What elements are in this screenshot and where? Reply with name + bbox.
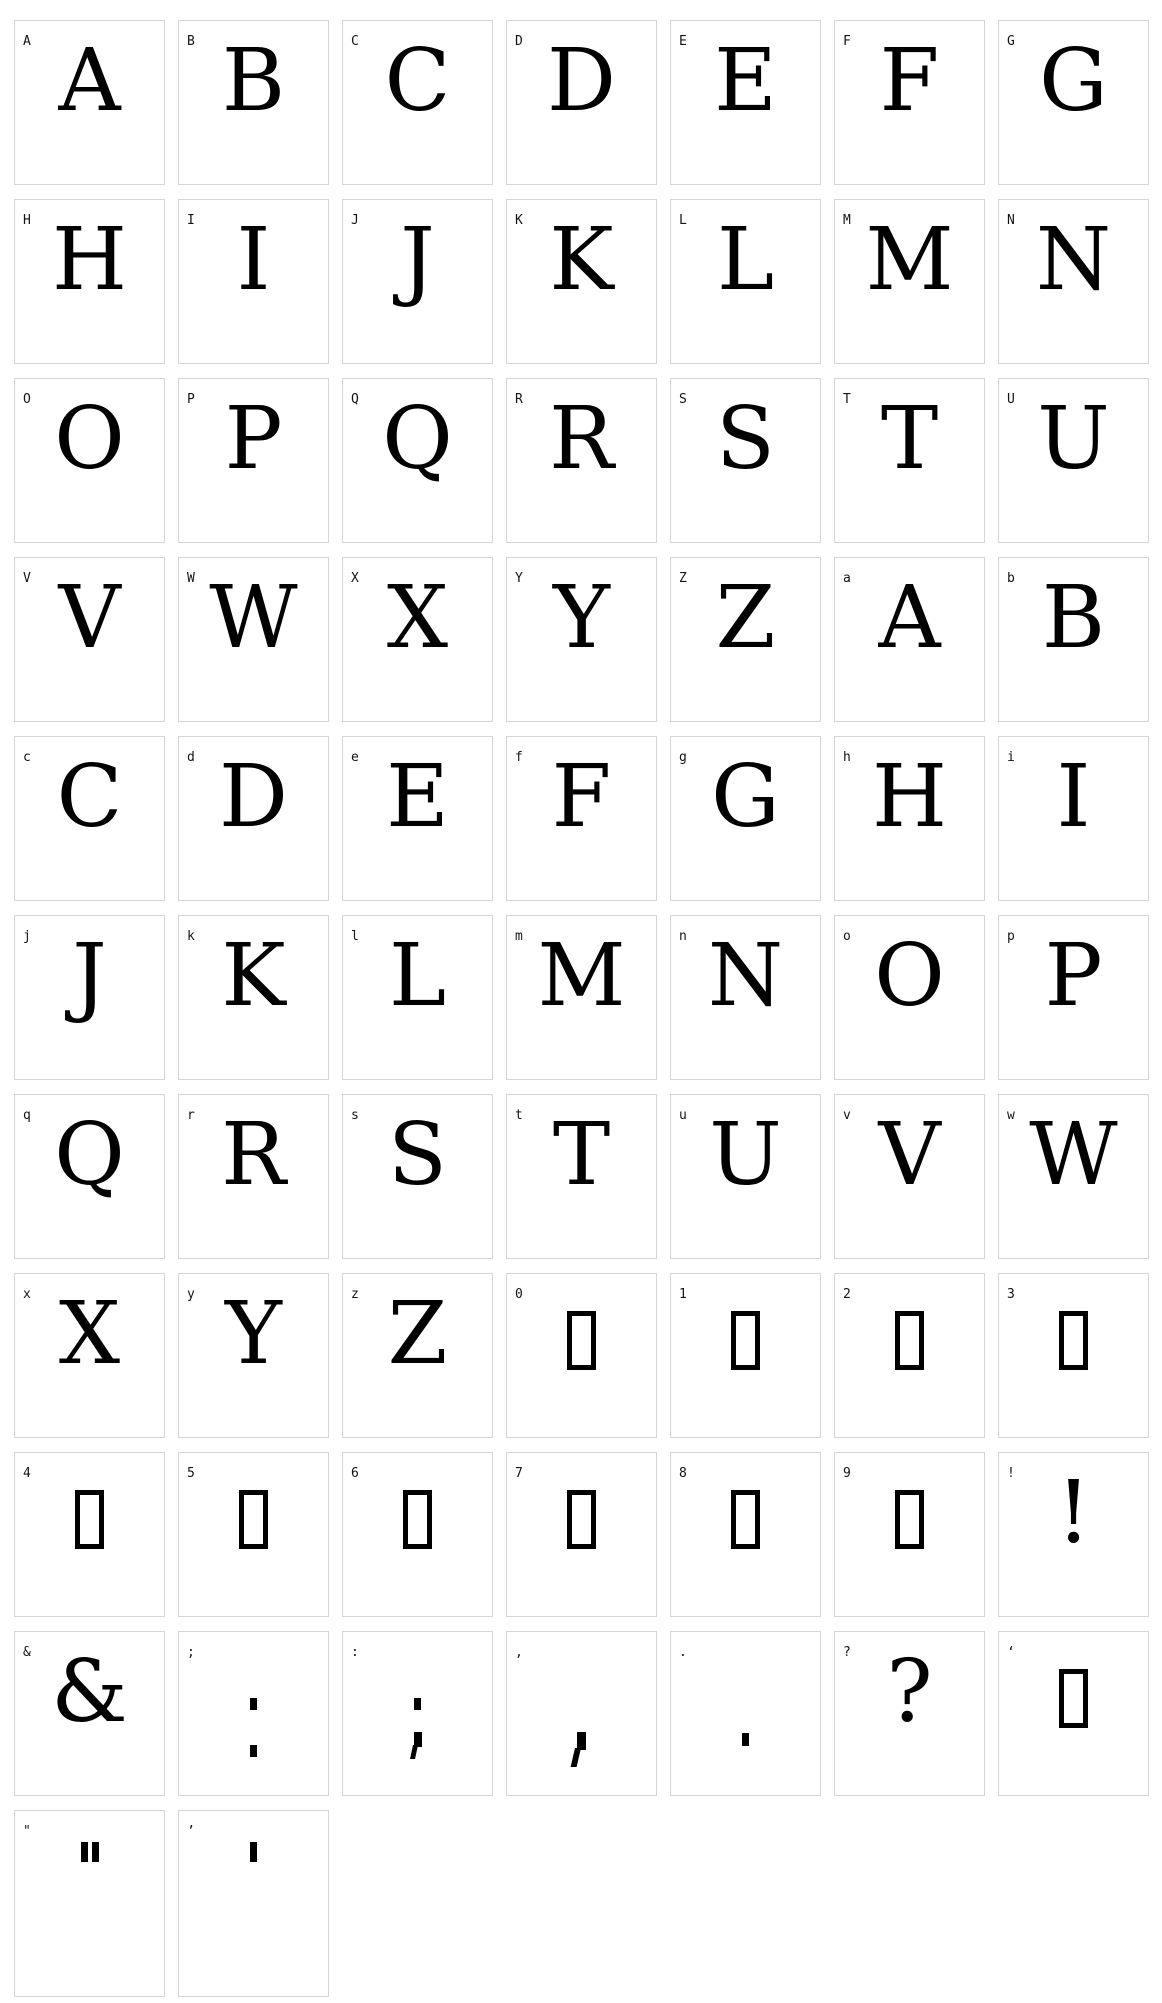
cell-label: . (679, 1645, 687, 1660)
glyph-letter: J (72, 926, 107, 1026)
glyph-letter: H (52, 210, 127, 310)
glyph-cell (14, 20, 165, 185)
cell-label: : (351, 1645, 359, 1660)
cell-label: ? (843, 1645, 851, 1660)
glyph-cell (342, 557, 493, 722)
missing-glyph-box (895, 1311, 924, 1370)
cell-label: I (187, 213, 195, 228)
glyph-colon (179, 1632, 328, 1795)
glyph-letter: Y (225, 1284, 282, 1384)
glyph-cell (506, 1631, 657, 1796)
glyph-letter: M (537, 926, 626, 1026)
cell-label: J (351, 213, 359, 228)
glyph-cell (178, 199, 329, 364)
glyph-letter (671, 1095, 820, 1258)
glyph-comma (507, 1632, 656, 1795)
glyph-letter (343, 1095, 492, 1258)
glyph-cell (342, 1631, 493, 1796)
glyph-letter: C (384, 31, 451, 131)
glyph-cell (178, 20, 329, 185)
grid-row (14, 199, 1162, 364)
cell-label: 4 (23, 1466, 31, 1481)
glyph-letter: D (547, 31, 616, 131)
glyph-letter (15, 1632, 164, 1795)
glyph-notdef (671, 1453, 820, 1616)
glyph-letter: A (878, 568, 941, 668)
glyph-letter (507, 1095, 656, 1258)
glyph-notdef (835, 1274, 984, 1437)
cell-label: ; (187, 1645, 195, 1660)
cell-label: F (843, 34, 851, 49)
cell-label: Y (515, 571, 523, 586)
glyph-letter: J (400, 210, 435, 310)
glyph-letter: W (209, 568, 298, 668)
glyph-letter (343, 916, 492, 1079)
glyph-notdef (179, 1453, 328, 1616)
glyph-cell (670, 1452, 821, 1617)
glyph-letter: R (549, 389, 614, 489)
missing-glyph-box (731, 1311, 760, 1370)
glyph-letter (15, 379, 164, 542)
cell-label: j (23, 929, 31, 944)
cell-label: G (1007, 34, 1015, 49)
cell-label: W (187, 571, 195, 586)
glyph-letter (835, 916, 984, 1079)
glyph-letter (179, 737, 328, 900)
glyph-letter (507, 200, 656, 363)
glyph-letter (835, 1632, 984, 1795)
cell-label: a (843, 571, 851, 586)
glyph-letter (671, 916, 820, 1079)
glyph-cell (506, 20, 657, 185)
glyph-letter: G (1039, 31, 1108, 131)
glyph-letter (671, 558, 820, 721)
cell-label: K (515, 213, 523, 228)
glyph-cell (670, 1273, 821, 1438)
glyph-letter (179, 916, 328, 1079)
glyph-letter: & (51, 1642, 128, 1742)
glyph-cell (670, 20, 821, 185)
glyph-letter (507, 379, 656, 542)
glyph-notdef (999, 1632, 1148, 1795)
glyph-letter: K (549, 210, 614, 310)
cell-label: d (187, 750, 195, 765)
glyph-letter (835, 379, 984, 542)
grid-row (14, 20, 1162, 185)
glyph-cell (834, 199, 985, 364)
glyph-letter (999, 916, 1148, 1079)
glyph-letter (15, 21, 164, 184)
glyph-cell (834, 736, 985, 901)
missing-glyph-box (239, 1490, 268, 1549)
glyph-letter (179, 200, 328, 363)
glyph-letter: P (224, 389, 283, 489)
glyph-cell (670, 1631, 821, 1796)
glyph-letter: A (58, 31, 121, 131)
cell-label: q (23, 1108, 31, 1123)
glyph-letter (507, 916, 656, 1079)
grid-row (14, 1631, 1162, 1796)
missing-glyph-box (403, 1490, 432, 1549)
glyph-letter: N (707, 926, 784, 1026)
cell-label: R (515, 392, 523, 407)
glyph-letter: D (219, 747, 288, 847)
missing-glyph-box (567, 1311, 596, 1370)
cell-label: 3 (1007, 1287, 1015, 1302)
glyph-cell (14, 915, 165, 1080)
cell-label: B (187, 34, 195, 49)
glyph-cell (998, 378, 1149, 543)
glyph-notdef (507, 1453, 656, 1616)
cell-label: , (515, 1645, 523, 1660)
glyph-letter: W (1029, 1105, 1118, 1205)
glyph-cell (506, 1273, 657, 1438)
glyph-letter: Q (382, 389, 453, 489)
glyph-cell (998, 1094, 1149, 1259)
glyph-cell (670, 915, 821, 1080)
glyph-cell (998, 1631, 1149, 1796)
glyph-cell (506, 736, 657, 901)
glyph-cell (342, 378, 493, 543)
glyph-cell (998, 1452, 1149, 1617)
glyph-cell (14, 199, 165, 364)
cell-label: p (1007, 929, 1015, 944)
glyph-letter (15, 558, 164, 721)
grid-row (14, 1452, 1162, 1617)
glyph-letter (507, 737, 656, 900)
glyph-letter: N (1035, 210, 1112, 310)
cell-label: & (23, 1645, 31, 1660)
glyph-cell (14, 736, 165, 901)
cell-label: S (679, 392, 687, 407)
cell-label: g (679, 750, 687, 765)
cell-label: x (23, 1287, 31, 1302)
glyph-cell (178, 915, 329, 1080)
cell-label: ! (1007, 1466, 1015, 1481)
glyph-double-bar (15, 1811, 164, 1996)
glyph-letter: M (865, 210, 954, 310)
glyph-notdef (835, 1453, 984, 1616)
glyph-letter (179, 379, 328, 542)
cell-label: N (1007, 213, 1015, 228)
glyph-cell (342, 1273, 493, 1438)
cell-label: Z (679, 571, 687, 586)
glyph-cell (14, 1631, 165, 1796)
glyph-letter: E (386, 747, 449, 847)
glyph-cell (998, 915, 1149, 1080)
glyph-cell (834, 1631, 985, 1796)
glyph-cell (506, 1452, 657, 1617)
cell-label: m (515, 929, 523, 944)
glyph-letter: Z (387, 1284, 448, 1384)
cell-label: " (23, 1824, 31, 1839)
cell-label: r (187, 1108, 195, 1123)
glyph-letter: F (879, 31, 940, 131)
cell-label: u (679, 1108, 687, 1123)
glyph-letter: Y (553, 568, 610, 668)
missing-glyph-box (1059, 1669, 1088, 1728)
cell-label: V (23, 571, 31, 586)
cell-label: 6 (351, 1466, 359, 1481)
glyph-letter (507, 558, 656, 721)
glyph-letter (999, 737, 1148, 900)
grid-row (14, 1810, 1162, 1997)
glyph-letter: ? (886, 1642, 933, 1742)
glyph-letter: K (221, 926, 286, 1026)
glyph-letter: P (1044, 926, 1103, 1026)
glyph-letter: V (878, 1105, 941, 1205)
glyph-cell (670, 378, 821, 543)
glyph-letter: ! (1056, 1463, 1091, 1563)
glyph-cell (14, 1452, 165, 1617)
glyph-cell (506, 557, 657, 722)
cell-label: t (515, 1108, 523, 1123)
glyph-cell (342, 1094, 493, 1259)
glyph-notdef (671, 1274, 820, 1437)
glyph-letter (343, 379, 492, 542)
glyph-letter (835, 1095, 984, 1258)
glyph-cell (14, 378, 165, 543)
glyph-cell (342, 915, 493, 1080)
cell-label: f (515, 750, 523, 765)
cell-label: A (23, 34, 31, 49)
cell-label: 9 (843, 1466, 851, 1481)
cell-label: 5 (187, 1466, 195, 1481)
glyph-notdef (15, 1453, 164, 1616)
glyph-cell (670, 199, 821, 364)
glyph-letter (343, 1274, 492, 1437)
glyph-letter: L (716, 210, 775, 310)
cell-label: 0 (515, 1287, 523, 1302)
grid-row (14, 915, 1162, 1080)
glyph-letter (999, 1095, 1148, 1258)
glyph-cell (834, 1094, 985, 1259)
glyph-letter (999, 1453, 1148, 1616)
cell-label: w (1007, 1108, 1015, 1123)
glyph-cell (670, 557, 821, 722)
cell-label: y (187, 1287, 195, 1302)
grid-row (14, 557, 1162, 722)
missing-glyph-box (567, 1490, 596, 1549)
glyph-letter (343, 558, 492, 721)
glyph-letter (671, 379, 820, 542)
glyph-cell (834, 1452, 985, 1617)
glyph-letter (835, 737, 984, 900)
cell-label: L (679, 213, 687, 228)
glyph-cell (178, 557, 329, 722)
missing-glyph-box (75, 1490, 104, 1549)
grid-row (14, 736, 1162, 901)
glyph-letter: Z (715, 568, 776, 668)
cell-label: D (515, 34, 523, 49)
missing-glyph-box (731, 1490, 760, 1549)
glyph-cell (506, 915, 657, 1080)
glyph-cell (342, 199, 493, 364)
glyph-letter: R (221, 1105, 286, 1205)
glyph-letter: X (58, 1284, 121, 1384)
glyph-letter (343, 737, 492, 900)
glyph-cell (342, 736, 493, 901)
glyph-cell (506, 199, 657, 364)
glyph-semicolon (343, 1632, 492, 1795)
glyph-letter (835, 21, 984, 184)
glyph-cell (178, 1810, 329, 1997)
cell-label: E (679, 34, 687, 49)
glyph-cell (506, 1094, 657, 1259)
glyph-letter: F (551, 747, 612, 847)
cell-label: M (843, 213, 851, 228)
glyph-letter: S (716, 389, 775, 489)
glyph-cell (998, 1273, 1149, 1438)
cell-label: H (23, 213, 31, 228)
glyph-letter: G (711, 747, 780, 847)
cell-label: C (351, 34, 359, 49)
glyph-letter (671, 200, 820, 363)
cell-label: v (843, 1108, 851, 1123)
cell-label: n (679, 929, 687, 944)
glyph-cell (178, 1452, 329, 1617)
glyph-letter: I (1056, 747, 1091, 847)
glyph-cell (834, 20, 985, 185)
glyph-letter (343, 21, 492, 184)
glyph-letter (179, 558, 328, 721)
glyph-cell (14, 1094, 165, 1259)
glyph-cell (998, 20, 1149, 185)
cell-label: T (843, 392, 851, 407)
cell-label: Q (351, 392, 359, 407)
glyph-cell (998, 199, 1149, 364)
glyph-cell (670, 736, 821, 901)
cell-label: z (351, 1287, 359, 1302)
glyph-letter (15, 737, 164, 900)
glyph-letter (999, 558, 1148, 721)
glyph-cell (834, 915, 985, 1080)
cell-label: 7 (515, 1466, 523, 1481)
glyph-single-bar (179, 1811, 328, 1996)
glyph-letter: B (1041, 568, 1106, 668)
glyph-letter: U (1037, 389, 1110, 489)
glyph-letter: T (552, 1105, 611, 1205)
glyph-letter (15, 1095, 164, 1258)
glyph-letter (999, 200, 1148, 363)
glyph-letter (999, 379, 1148, 542)
glyph-cell (834, 557, 985, 722)
glyph-letter (15, 1274, 164, 1437)
glyph-cell (998, 736, 1149, 901)
cell-label: b (1007, 571, 1015, 586)
glyph-period (671, 1632, 820, 1795)
glyph-cell (342, 1452, 493, 1617)
glyph-letter (343, 200, 492, 363)
glyph-cell (506, 378, 657, 543)
grid-row (14, 1273, 1162, 1438)
glyph-cell (834, 1273, 985, 1438)
cell-label: 8 (679, 1466, 687, 1481)
glyph-cell (670, 1094, 821, 1259)
glyph-letter: B (221, 31, 286, 131)
glyph-letter (999, 21, 1148, 184)
cell-label: s (351, 1108, 359, 1123)
glyph-letter: U (709, 1105, 782, 1205)
glyph-letter (507, 21, 656, 184)
glyph-cell (178, 1094, 329, 1259)
glyph-letter: Q (54, 1105, 125, 1205)
glyph-letter: C (56, 747, 123, 847)
glyph-cell (14, 1273, 165, 1438)
missing-glyph-box (1059, 1311, 1088, 1370)
glyph-cell (342, 20, 493, 185)
cell-label: P (187, 392, 195, 407)
cell-label: ‘ (1007, 1645, 1015, 1660)
glyph-letter (15, 200, 164, 363)
glyph-cell (178, 1631, 329, 1796)
glyph-letter (671, 21, 820, 184)
missing-glyph-box (895, 1490, 924, 1549)
glyph-notdef (999, 1274, 1148, 1437)
cell-label: c (23, 750, 31, 765)
cell-label: U (1007, 392, 1015, 407)
cell-label: X (351, 571, 359, 586)
glyph-notdef (507, 1274, 656, 1437)
cell-label: 2 (843, 1287, 851, 1302)
glyph-letter (179, 21, 328, 184)
cell-label: i (1007, 750, 1015, 765)
glyph-letter: O (54, 389, 125, 489)
glyph-letter (671, 737, 820, 900)
glyph-letter: E (714, 31, 777, 131)
cell-label: 1 (679, 1287, 687, 1302)
cell-label: l (351, 929, 359, 944)
glyph-cell (178, 736, 329, 901)
cell-label: e (351, 750, 359, 765)
glyph-letter: V (58, 568, 121, 668)
glyph-letter: X (386, 568, 449, 668)
glyph-letter: L (388, 926, 447, 1026)
glyph-letter (179, 1274, 328, 1437)
cell-label: O (23, 392, 31, 407)
glyph-letter (15, 916, 164, 1079)
cell-label: k (187, 929, 195, 944)
glyph-letter: H (872, 747, 947, 847)
glyph-cell (834, 378, 985, 543)
glyph-letter (835, 200, 984, 363)
grid-row (14, 1094, 1162, 1259)
glyph-letter: T (880, 389, 939, 489)
glyph-letter (835, 558, 984, 721)
grid-row (14, 378, 1162, 543)
cell-label: ’ (187, 1824, 195, 1839)
glyph-letter (179, 1095, 328, 1258)
glyph-cell (998, 557, 1149, 722)
glyph-cell (178, 1273, 329, 1438)
cell-label: h (843, 750, 851, 765)
glyph-letter: S (388, 1105, 447, 1205)
glyph-cell (178, 378, 329, 543)
glyph-notdef (343, 1453, 492, 1616)
glyph-letter: O (874, 926, 945, 1026)
cell-label: o (843, 929, 851, 944)
glyph-letter: I (236, 210, 271, 310)
glyph-cell (14, 557, 165, 722)
glyph-cell (14, 1810, 165, 1997)
